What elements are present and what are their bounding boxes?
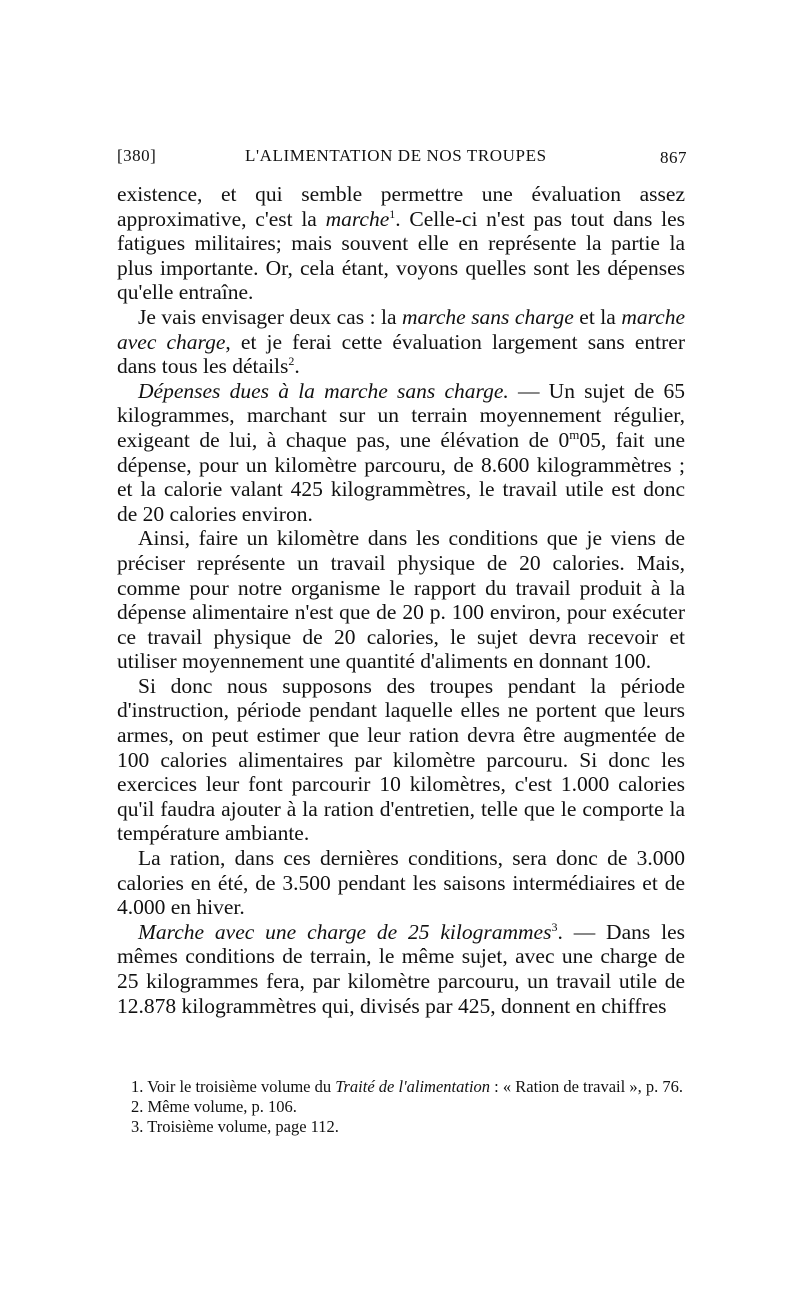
footnotes (117, 1077, 685, 1137)
italic-term: marche sans charge (402, 304, 574, 329)
text-run: Voir le troisième volume du (143, 1077, 336, 1096)
running-title: L'ALIMENTATION DE NOS TROUPES (245, 146, 547, 165)
footnote-marker: 3 (551, 919, 558, 934)
text-run: , et je ferai cette évaluation largement sans entrer dans tous les détails (117, 329, 685, 379)
text-run: : « Ration de travail », p. 76. (490, 1077, 683, 1096)
text-run: Je vais envisager deux cas : la (138, 304, 403, 329)
paragraph: La ration, dans ces dernières conditions, sera donc de 3.000 calories en été, de 3.500 pendant les saisons intermédiaires et de 4.000 en hiver. (117, 846, 685, 920)
section-heading-italic: Marche avec une charge de 25 kilogrammes (138, 919, 552, 944)
text-run: et la (573, 304, 622, 329)
paragraph: Ainsi, faire un kilomètre dans les conditions que je viens de préciser représente un travail physique de 20 calories. Mais, comme pour notre organisme le rapport du travail produit à la dépense alimentaire n'est que de 20 p. 100 environ, pour exécuter ce travail physique de 20 calories, le sujet devra recevoir et utiliser moyennement une quantité d'aliments en donnant 100. (117, 526, 685, 674)
text-run: . Celle-ci n'est pas tout dans les fatigues militaires; mais souvent elle en représente la partie la plus importante. Or, cela étant, voyons quelles sont les dépenses qu'elle entraîne. (117, 206, 685, 305)
page-number: 867 (660, 148, 687, 167)
footnote (117, 1077, 685, 1097)
footnote-number: 3. (131, 1117, 144, 1136)
text-run: Même volume, p. 106. (143, 1097, 297, 1116)
italic-term: marche avec charge (117, 304, 685, 354)
text-run: existence, et qui semble permettre une évaluation assez approximative, c'est la (117, 182, 685, 231)
footnote-marker: 1 (389, 206, 396, 221)
paragraph (117, 920, 685, 1018)
page-reference: [380] (117, 146, 157, 165)
text-run: Troisième volume, page 112. (143, 1117, 339, 1136)
text-run: 05, fait une dépense, pour un kilomètre parcouru, de 8.600 kilogrammètres ; et la calorie valant 425 kilogrammètres, le travail utile est donc de 20 calories environ. (117, 427, 685, 526)
text-run: — Un sujet de 65 kilogrammes, marchant sur un terrain moyennement régulier, exigeant de lui, à chaque pas, une élévation de 0 (117, 378, 685, 452)
text-run: . — Dans les mêmes conditions de terrain, le même sujet, avec une charge de 25 kilogrammes fera, par kilomètre parcouru, un travail utile de 12.878 kilogrammètres qui, divisés par 425, donnent en chiffres (117, 919, 685, 1018)
text-run: . (294, 354, 300, 379)
footnote-number: 1. (131, 1077, 144, 1096)
paragraph (117, 379, 685, 527)
paragraph: Si donc nous supposons des troupes pendant la période d'instruction, période pendant laquelle elles ne portent que leurs armes, on peut estimer que leur ration devra être augmentée de 100 calories alimentaires par kilomètre parcouru. Si donc les exercices leur font parcourir 10 kilomètres, c'est 1.000 calories qu'il faudra ajouter à la ration d'entretien, telle que le comporte la température ambiante. (117, 673, 685, 846)
footnote-marker: 2 (288, 354, 295, 368)
italic-term: marche (325, 206, 390, 231)
running-header (117, 146, 687, 172)
unit-marker: m (569, 426, 580, 442)
footnote-number: 2. (131, 1097, 144, 1116)
italic-title: Traité de l'alimentation (335, 1077, 491, 1096)
footnote (117, 1097, 685, 1117)
footnote (117, 1117, 685, 1137)
main-text (117, 182, 685, 1018)
section-heading-italic: Dépenses dues à la marche sans charge. (138, 378, 509, 403)
paragraph (117, 182, 685, 305)
paragraph (117, 305, 685, 379)
